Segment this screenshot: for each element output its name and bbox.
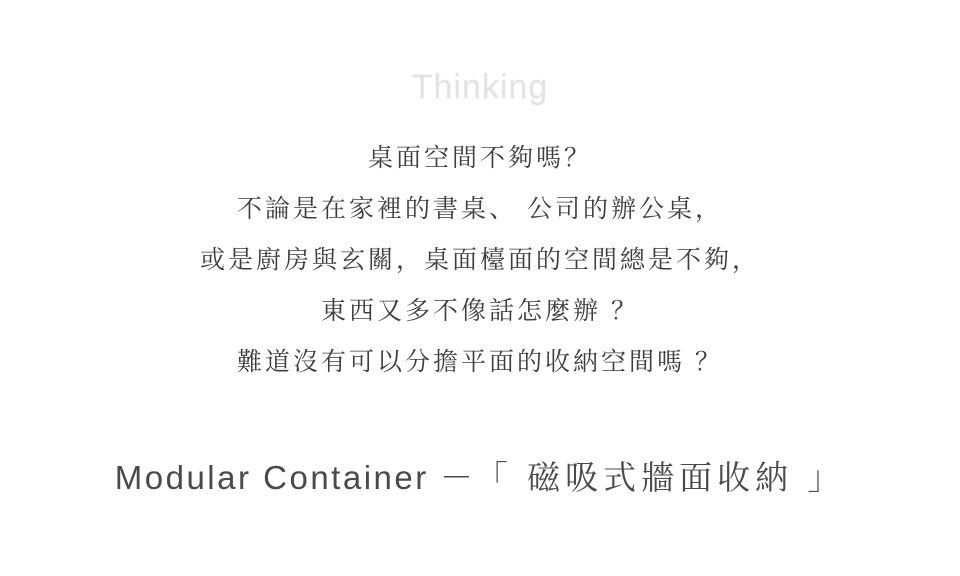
thinking-watermark: Thinking <box>411 68 549 106</box>
headline-separator: － <box>428 459 475 496</box>
body-line: 桌面空間不夠嗎？ <box>367 144 592 172</box>
headline-cjk: 「 磁吸式牆面收納 」 <box>474 459 846 496</box>
product-headline <box>115 452 846 499</box>
body-line: 東西又多不像話怎麼辦 ？ <box>321 297 639 325</box>
body-line: 或是廚房與玄關，桌面檯面的空間總是不夠， <box>199 246 760 274</box>
body-copy <box>200 133 760 388</box>
body-line: 難道沒有可以分擔平面的收納空間嗎 ？ <box>237 348 723 376</box>
body-line: 不論是在家裡的書桌、 公司的辦公桌， <box>237 195 723 223</box>
headline-latin: Modular Container <box>114 459 429 496</box>
